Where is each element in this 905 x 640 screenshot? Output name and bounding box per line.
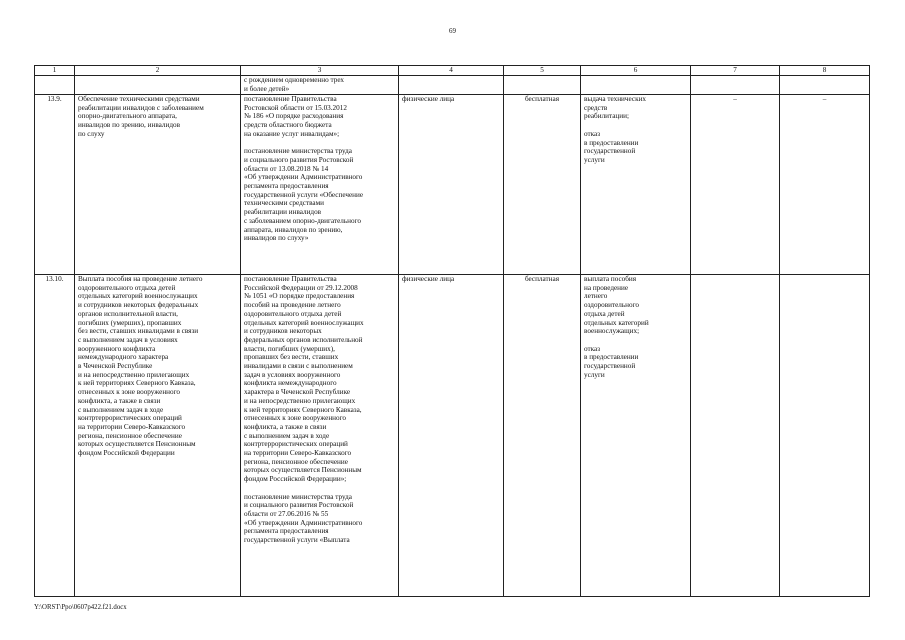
column-header: 6: [581, 66, 691, 76]
recipients-cell: физические лица: [399, 275, 504, 597]
table-cell: [780, 76, 870, 95]
column-header: 3: [241, 66, 399, 76]
legal-basis-cell: постановление Правительства Российской Федерации от 29.12.2008 № 1051 «О порядке предоставления пособий на проведение летнего оздоровительного отдыха детей отдельных категорий военнослужащих и сотрудников некоторых федеральных органов исполнительной власти, погибших (умерших), пропавших без вести, ставших инвалидами в связи с выполнением задач в условиях вооруженного конфликта немеждународного характера в Чеченской Республике и на непосредственно прилегающих к ней территориях Северного Кавказа, отнесенных к зоне вооруженного конфликта, а также в связи с выполнением задач в ходе контртеррористических операций на территории Северо-Кавказского региона, пенсионное обеспечение которых осуществляется Пенсионным фондом Российской Федерации»; постановление министерства труда и социального развития Ростовской области от 27.06.2016 № 55 «Об утверждении Административного регламента предоставления государственной услуги «Выплата: [241, 275, 399, 597]
services-table: [34, 65, 870, 597]
service-name-cell: Обеспечение техническими средствами реабилитации инвалидов с заболеванием опорно-двигательного аппарата, инвалидов по зрению, инвалидов по слуху: [75, 95, 241, 275]
column-8-cell: [780, 275, 870, 597]
column-header: 5: [504, 66, 581, 76]
table-cell: [75, 76, 241, 95]
result-cell: выплата пособия на проведение летнего оздоровительного отдыха детей отдельных категорий военнослужащих; отказ в предоставлении государственной услуги: [581, 275, 691, 597]
table-cell: [399, 76, 504, 95]
payment-cell: бесплатная: [504, 95, 581, 275]
continuation-row: [35, 76, 870, 95]
column-header: 2: [75, 66, 241, 76]
page-number: 69: [449, 27, 456, 35]
column-number-row: [35, 66, 870, 76]
legal-basis-cell: постановление Правительства Ростовской области от 15.03.2012 № 186 «О порядке расходования средств областного бюджета на оказание услуг инвалидам»; постановление министерства труда и социального развития Ростовской области от 13.08.2018 № 14 «Об утверждении Административного регламента предоставления государственной услуги «Обеспечение техническими средствами реабилитации инвалидов с заболеванием опорно-двигательного аппарата, инвалидов по зрению, инвалидов по слуху»: [241, 95, 399, 275]
row-number: 13.9.: [35, 95, 75, 275]
table-cell: [581, 76, 691, 95]
column-header: 7: [691, 66, 780, 76]
table-cell: [35, 76, 75, 95]
continuation-basis-cell: с рождением одновременно трех и более детей»: [241, 76, 399, 95]
row-number: 13.10.: [35, 275, 75, 597]
result-cell: выдача технических средств реабилитации; отказ в предоставлении государственной услуги: [581, 95, 691, 275]
column-header: 1: [35, 66, 75, 76]
column-header: 8: [780, 66, 870, 76]
service-name-cell: Выплата пособия на проведение летнего оздоровительного отдыха детей отдельных категорий военнослужащих и сотрудников некоторых федеральных органов исполнительной власти, погибших (умерших), пропавших без вести, ставших инвалидами в связи с выполнением задач в условиях вооруженного конфликта немеждународного характера в Чеченской Республике и на непосредственно прилегающих к ней территориях Северного Кавказа, отнесенных к зоне вооруженного конфликта, а также в связи с выполнением задач в ходе контртеррористических операций на территории Северо-Кавказского региона, пенсионное обеспечение которых осуществляется Пенсионным фондом Российской Федерации: [75, 275, 241, 597]
table-row: [35, 275, 870, 597]
column-8-cell: –: [780, 95, 870, 275]
recipients-cell: физические лица: [399, 95, 504, 275]
file-path-footer: Y:\ORST\Ppo\0607p422.f21.docx: [34, 604, 127, 611]
table-row: [35, 95, 870, 275]
column-7-cell: –: [691, 95, 780, 275]
table-cell: [691, 76, 780, 95]
column-header: 4: [399, 66, 504, 76]
payment-cell: бесплатная: [504, 275, 581, 597]
column-7-cell: [691, 275, 780, 597]
table-cell: [504, 76, 581, 95]
